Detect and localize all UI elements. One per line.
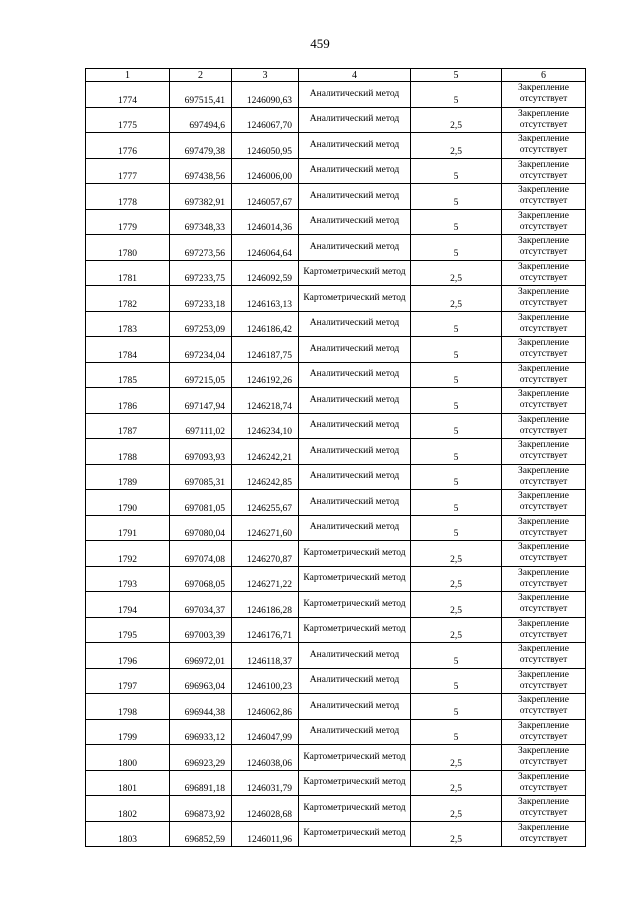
point-number-cell: 1786 (86, 388, 170, 414)
y-coordinate-cell: 1246062,86 (232, 694, 299, 720)
table-row (86, 311, 586, 337)
error-cell: 2,5 (411, 745, 502, 771)
error-cell: 5 (411, 337, 502, 363)
fixation-cell: Закрепление отсутствует (502, 566, 586, 592)
table-row (86, 439, 586, 465)
method-cell: Аналитический метод (299, 643, 411, 669)
method-cell: Картометрический метод (299, 541, 411, 567)
point-number-cell: 1787 (86, 413, 170, 439)
x-coordinate-cell: 696923,29 (170, 745, 232, 771)
x-coordinate-cell: 697081,05 (170, 490, 232, 516)
method-cell: Аналитический метод (299, 490, 411, 516)
x-coordinate-cell: 697215,05 (170, 362, 232, 388)
y-coordinate-cell: 1246270,87 (232, 541, 299, 567)
y-coordinate-cell: 1246271,22 (232, 566, 299, 592)
method-cell: Картометрический метод (299, 745, 411, 771)
error-cell: 5 (411, 668, 502, 694)
x-coordinate-cell: 697273,56 (170, 235, 232, 261)
error-cell: 5 (411, 388, 502, 414)
column-header: 3 (232, 69, 299, 82)
point-number-cell: 1801 (86, 770, 170, 796)
x-coordinate-cell: 697111,02 (170, 413, 232, 439)
x-coordinate-cell: 697438,56 (170, 158, 232, 184)
point-number-cell: 1777 (86, 158, 170, 184)
fixation-cell: Закрепление отсутствует (502, 311, 586, 337)
y-coordinate-cell: 1246092,59 (232, 260, 299, 286)
error-cell: 5 (411, 515, 502, 541)
y-coordinate-cell: 1246067,70 (232, 107, 299, 133)
y-coordinate-cell: 1246163,13 (232, 286, 299, 312)
x-coordinate-cell: 697515,41 (170, 82, 232, 108)
error-cell: 5 (411, 643, 502, 669)
fixation-cell: Закрепление отсутствует (502, 770, 586, 796)
fixation-cell: Закрепление отсутствует (502, 209, 586, 235)
point-number-cell: 1793 (86, 566, 170, 592)
point-number-cell: 1794 (86, 592, 170, 618)
table-row (86, 184, 586, 210)
table-row (86, 209, 586, 235)
method-cell: Аналитический метод (299, 388, 411, 414)
fixation-cell: Закрепление отсутствует (502, 643, 586, 669)
point-number-cell: 1792 (86, 541, 170, 567)
point-number-cell: 1791 (86, 515, 170, 541)
method-cell: Картометрический метод (299, 617, 411, 643)
error-cell: 2,5 (411, 821, 502, 847)
table-row (86, 592, 586, 618)
point-number-cell: 1783 (86, 311, 170, 337)
error-cell: 5 (411, 184, 502, 210)
error-cell: 5 (411, 158, 502, 184)
table-row (86, 770, 586, 796)
method-cell: Аналитический метод (299, 719, 411, 745)
column-header: 6 (502, 69, 586, 82)
error-cell: 5 (411, 209, 502, 235)
x-coordinate-cell: 696852,59 (170, 821, 232, 847)
table-body (86, 69, 586, 847)
error-cell: 5 (411, 235, 502, 261)
table-row (86, 821, 586, 847)
y-coordinate-cell: 1246176,71 (232, 617, 299, 643)
error-cell: 5 (411, 362, 502, 388)
y-coordinate-cell: 1246186,28 (232, 592, 299, 618)
fixation-cell: Закрепление отсутствует (502, 617, 586, 643)
y-coordinate-cell: 1246186,42 (232, 311, 299, 337)
point-number-cell: 1802 (86, 796, 170, 822)
table-row (86, 566, 586, 592)
y-coordinate-cell: 1246014,36 (232, 209, 299, 235)
method-cell: Аналитический метод (299, 133, 411, 159)
point-number-cell: 1774 (86, 82, 170, 108)
x-coordinate-cell: 697233,18 (170, 286, 232, 312)
method-cell: Картометрический метод (299, 286, 411, 312)
error-cell: 5 (411, 311, 502, 337)
error-cell: 2,5 (411, 796, 502, 822)
error-cell: 2,5 (411, 566, 502, 592)
table-row (86, 745, 586, 771)
table-row (86, 719, 586, 745)
fixation-cell: Закрепление отсутствует (502, 694, 586, 720)
error-cell: 2,5 (411, 286, 502, 312)
fixation-cell: Закрепление отсутствует (502, 668, 586, 694)
fixation-cell: Закрепление отсутствует (502, 260, 586, 286)
y-coordinate-cell: 1246118,37 (232, 643, 299, 669)
x-coordinate-cell: 697348,33 (170, 209, 232, 235)
point-number-cell: 1784 (86, 337, 170, 363)
fixation-cell: Закрепление отсутствует (502, 490, 586, 516)
table-header-row (86, 69, 586, 82)
method-cell: Аналитический метод (299, 413, 411, 439)
y-coordinate-cell: 1246187,75 (232, 337, 299, 363)
method-cell: Аналитический метод (299, 515, 411, 541)
method-cell: Аналитический метод (299, 464, 411, 490)
x-coordinate-cell: 696873,92 (170, 796, 232, 822)
method-cell: Аналитический метод (299, 362, 411, 388)
x-coordinate-cell: 697068,05 (170, 566, 232, 592)
fixation-cell: Закрепление отсутствует (502, 388, 586, 414)
y-coordinate-cell: 1246031,79 (232, 770, 299, 796)
y-coordinate-cell: 1246064,64 (232, 235, 299, 261)
point-number-cell: 1780 (86, 235, 170, 261)
method-cell: Аналитический метод (299, 184, 411, 210)
y-coordinate-cell: 1246028,68 (232, 796, 299, 822)
error-cell: 2,5 (411, 107, 502, 133)
column-header: 4 (299, 69, 411, 82)
table-row (86, 235, 586, 261)
method-cell: Аналитический метод (299, 107, 411, 133)
table-row (86, 388, 586, 414)
x-coordinate-cell: 696933,12 (170, 719, 232, 745)
fixation-cell: Закрепление отсутствует (502, 439, 586, 465)
method-cell: Аналитический метод (299, 82, 411, 108)
fixation-cell: Закрепление отсутствует (502, 745, 586, 771)
y-coordinate-cell: 1246218,74 (232, 388, 299, 414)
table-row (86, 133, 586, 159)
point-number-cell: 1789 (86, 464, 170, 490)
x-coordinate-cell: 697080,04 (170, 515, 232, 541)
point-number-cell: 1778 (86, 184, 170, 210)
fixation-cell: Закрепление отсутствует (502, 541, 586, 567)
error-cell: 2,5 (411, 770, 502, 796)
y-coordinate-cell: 1246242,21 (232, 439, 299, 465)
fixation-cell: Закрепление отсутствует (502, 235, 586, 261)
method-cell: Аналитический метод (299, 694, 411, 720)
table-row (86, 337, 586, 363)
x-coordinate-cell: 696891,18 (170, 770, 232, 796)
x-coordinate-cell: 697382,91 (170, 184, 232, 210)
column-header: 5 (411, 69, 502, 82)
fixation-cell: Закрепление отсутствует (502, 286, 586, 312)
method-cell: Картометрический метод (299, 796, 411, 822)
point-number-cell: 1803 (86, 821, 170, 847)
column-header: 2 (170, 69, 232, 82)
x-coordinate-cell: 696963,04 (170, 668, 232, 694)
table-row (86, 515, 586, 541)
y-coordinate-cell: 1246192,26 (232, 362, 299, 388)
y-coordinate-cell: 1246038,06 (232, 745, 299, 771)
table-row (86, 260, 586, 286)
method-cell: Аналитический метод (299, 337, 411, 363)
point-number-cell: 1776 (86, 133, 170, 159)
method-cell: Аналитический метод (299, 668, 411, 694)
table-row (86, 668, 586, 694)
error-cell: 2,5 (411, 617, 502, 643)
y-coordinate-cell: 1246050,95 (232, 133, 299, 159)
method-cell: Картометрический метод (299, 821, 411, 847)
y-coordinate-cell: 1246271,60 (232, 515, 299, 541)
fixation-cell: Закрепление отсутствует (502, 158, 586, 184)
y-coordinate-cell: 1246006,00 (232, 158, 299, 184)
y-coordinate-cell: 1246011,96 (232, 821, 299, 847)
error-cell: 5 (411, 82, 502, 108)
point-number-cell: 1797 (86, 668, 170, 694)
point-number-cell: 1796 (86, 643, 170, 669)
error-cell: 2,5 (411, 592, 502, 618)
table-row (86, 541, 586, 567)
table-row (86, 107, 586, 133)
fixation-cell: Закрепление отсутствует (502, 515, 586, 541)
error-cell: 5 (411, 694, 502, 720)
table-row (86, 694, 586, 720)
x-coordinate-cell: 697494,6 (170, 107, 232, 133)
table-row (86, 796, 586, 822)
error-cell: 2,5 (411, 541, 502, 567)
point-number-cell: 1800 (86, 745, 170, 771)
point-number-cell: 1775 (86, 107, 170, 133)
fixation-cell: Закрепление отсутствует (502, 362, 586, 388)
x-coordinate-cell: 697085,31 (170, 464, 232, 490)
method-cell: Картометрический метод (299, 592, 411, 618)
method-cell: Аналитический метод (299, 311, 411, 337)
table-row (86, 464, 586, 490)
x-coordinate-cell: 697253,09 (170, 311, 232, 337)
method-cell: Аналитический метод (299, 158, 411, 184)
fixation-cell: Закрепление отсутствует (502, 821, 586, 847)
x-coordinate-cell: 697147,94 (170, 388, 232, 414)
x-coordinate-cell: 696972,01 (170, 643, 232, 669)
point-number-cell: 1795 (86, 617, 170, 643)
table-row (86, 158, 586, 184)
table-row (86, 617, 586, 643)
table-row (86, 413, 586, 439)
error-cell: 5 (411, 439, 502, 465)
point-number-cell: 1779 (86, 209, 170, 235)
y-coordinate-cell: 1246234,10 (232, 413, 299, 439)
method-cell: Аналитический метод (299, 439, 411, 465)
column-header: 1 (86, 69, 170, 82)
table-row (86, 490, 586, 516)
y-coordinate-cell: 1246100,23 (232, 668, 299, 694)
point-number-cell: 1798 (86, 694, 170, 720)
fixation-cell: Закрепление отсутствует (502, 464, 586, 490)
point-number-cell: 1799 (86, 719, 170, 745)
point-number-cell: 1782 (86, 286, 170, 312)
table-row (86, 82, 586, 108)
x-coordinate-cell: 697233,75 (170, 260, 232, 286)
error-cell: 2,5 (411, 260, 502, 286)
table-row (86, 643, 586, 669)
error-cell: 5 (411, 413, 502, 439)
y-coordinate-cell: 1246090,63 (232, 82, 299, 108)
page-number: 459 (310, 36, 330, 51)
error-cell: 5 (411, 464, 502, 490)
method-cell: Картометрический метод (299, 770, 411, 796)
y-coordinate-cell: 1246242,85 (232, 464, 299, 490)
error-cell: 2,5 (411, 133, 502, 159)
fixation-cell: Закрепление отсутствует (502, 133, 586, 159)
point-number-cell: 1785 (86, 362, 170, 388)
x-coordinate-cell: 697479,38 (170, 133, 232, 159)
point-number-cell: 1781 (86, 260, 170, 286)
x-coordinate-cell: 697074,08 (170, 541, 232, 567)
coordinates-table (85, 68, 586, 847)
x-coordinate-cell: 697034,37 (170, 592, 232, 618)
x-coordinate-cell: 697093,93 (170, 439, 232, 465)
point-number-cell: 1790 (86, 490, 170, 516)
method-cell: Аналитический метод (299, 209, 411, 235)
method-cell: Картометрический метод (299, 566, 411, 592)
y-coordinate-cell: 1246255,67 (232, 490, 299, 516)
x-coordinate-cell: 697003,39 (170, 617, 232, 643)
error-cell: 5 (411, 490, 502, 516)
fixation-cell: Закрепление отсутствует (502, 337, 586, 363)
y-coordinate-cell: 1246057,67 (232, 184, 299, 210)
y-coordinate-cell: 1246047,99 (232, 719, 299, 745)
fixation-cell: Закрепление отсутствует (502, 592, 586, 618)
fixation-cell: Закрепление отсутствует (502, 719, 586, 745)
fixation-cell: Закрепление отсутствует (502, 107, 586, 133)
error-cell: 5 (411, 719, 502, 745)
fixation-cell: Закрепление отсутствует (502, 82, 586, 108)
table-row (86, 286, 586, 312)
point-number-cell: 1788 (86, 439, 170, 465)
table-row (86, 362, 586, 388)
fixation-cell: Закрепление отсутствует (502, 796, 586, 822)
x-coordinate-cell: 697234,04 (170, 337, 232, 363)
x-coordinate-cell: 696944,38 (170, 694, 232, 720)
method-cell: Картометрический метод (299, 260, 411, 286)
method-cell: Аналитический метод (299, 235, 411, 261)
fixation-cell: Закрепление отсутствует (502, 184, 586, 210)
fixation-cell: Закрепление отсутствует (502, 413, 586, 439)
